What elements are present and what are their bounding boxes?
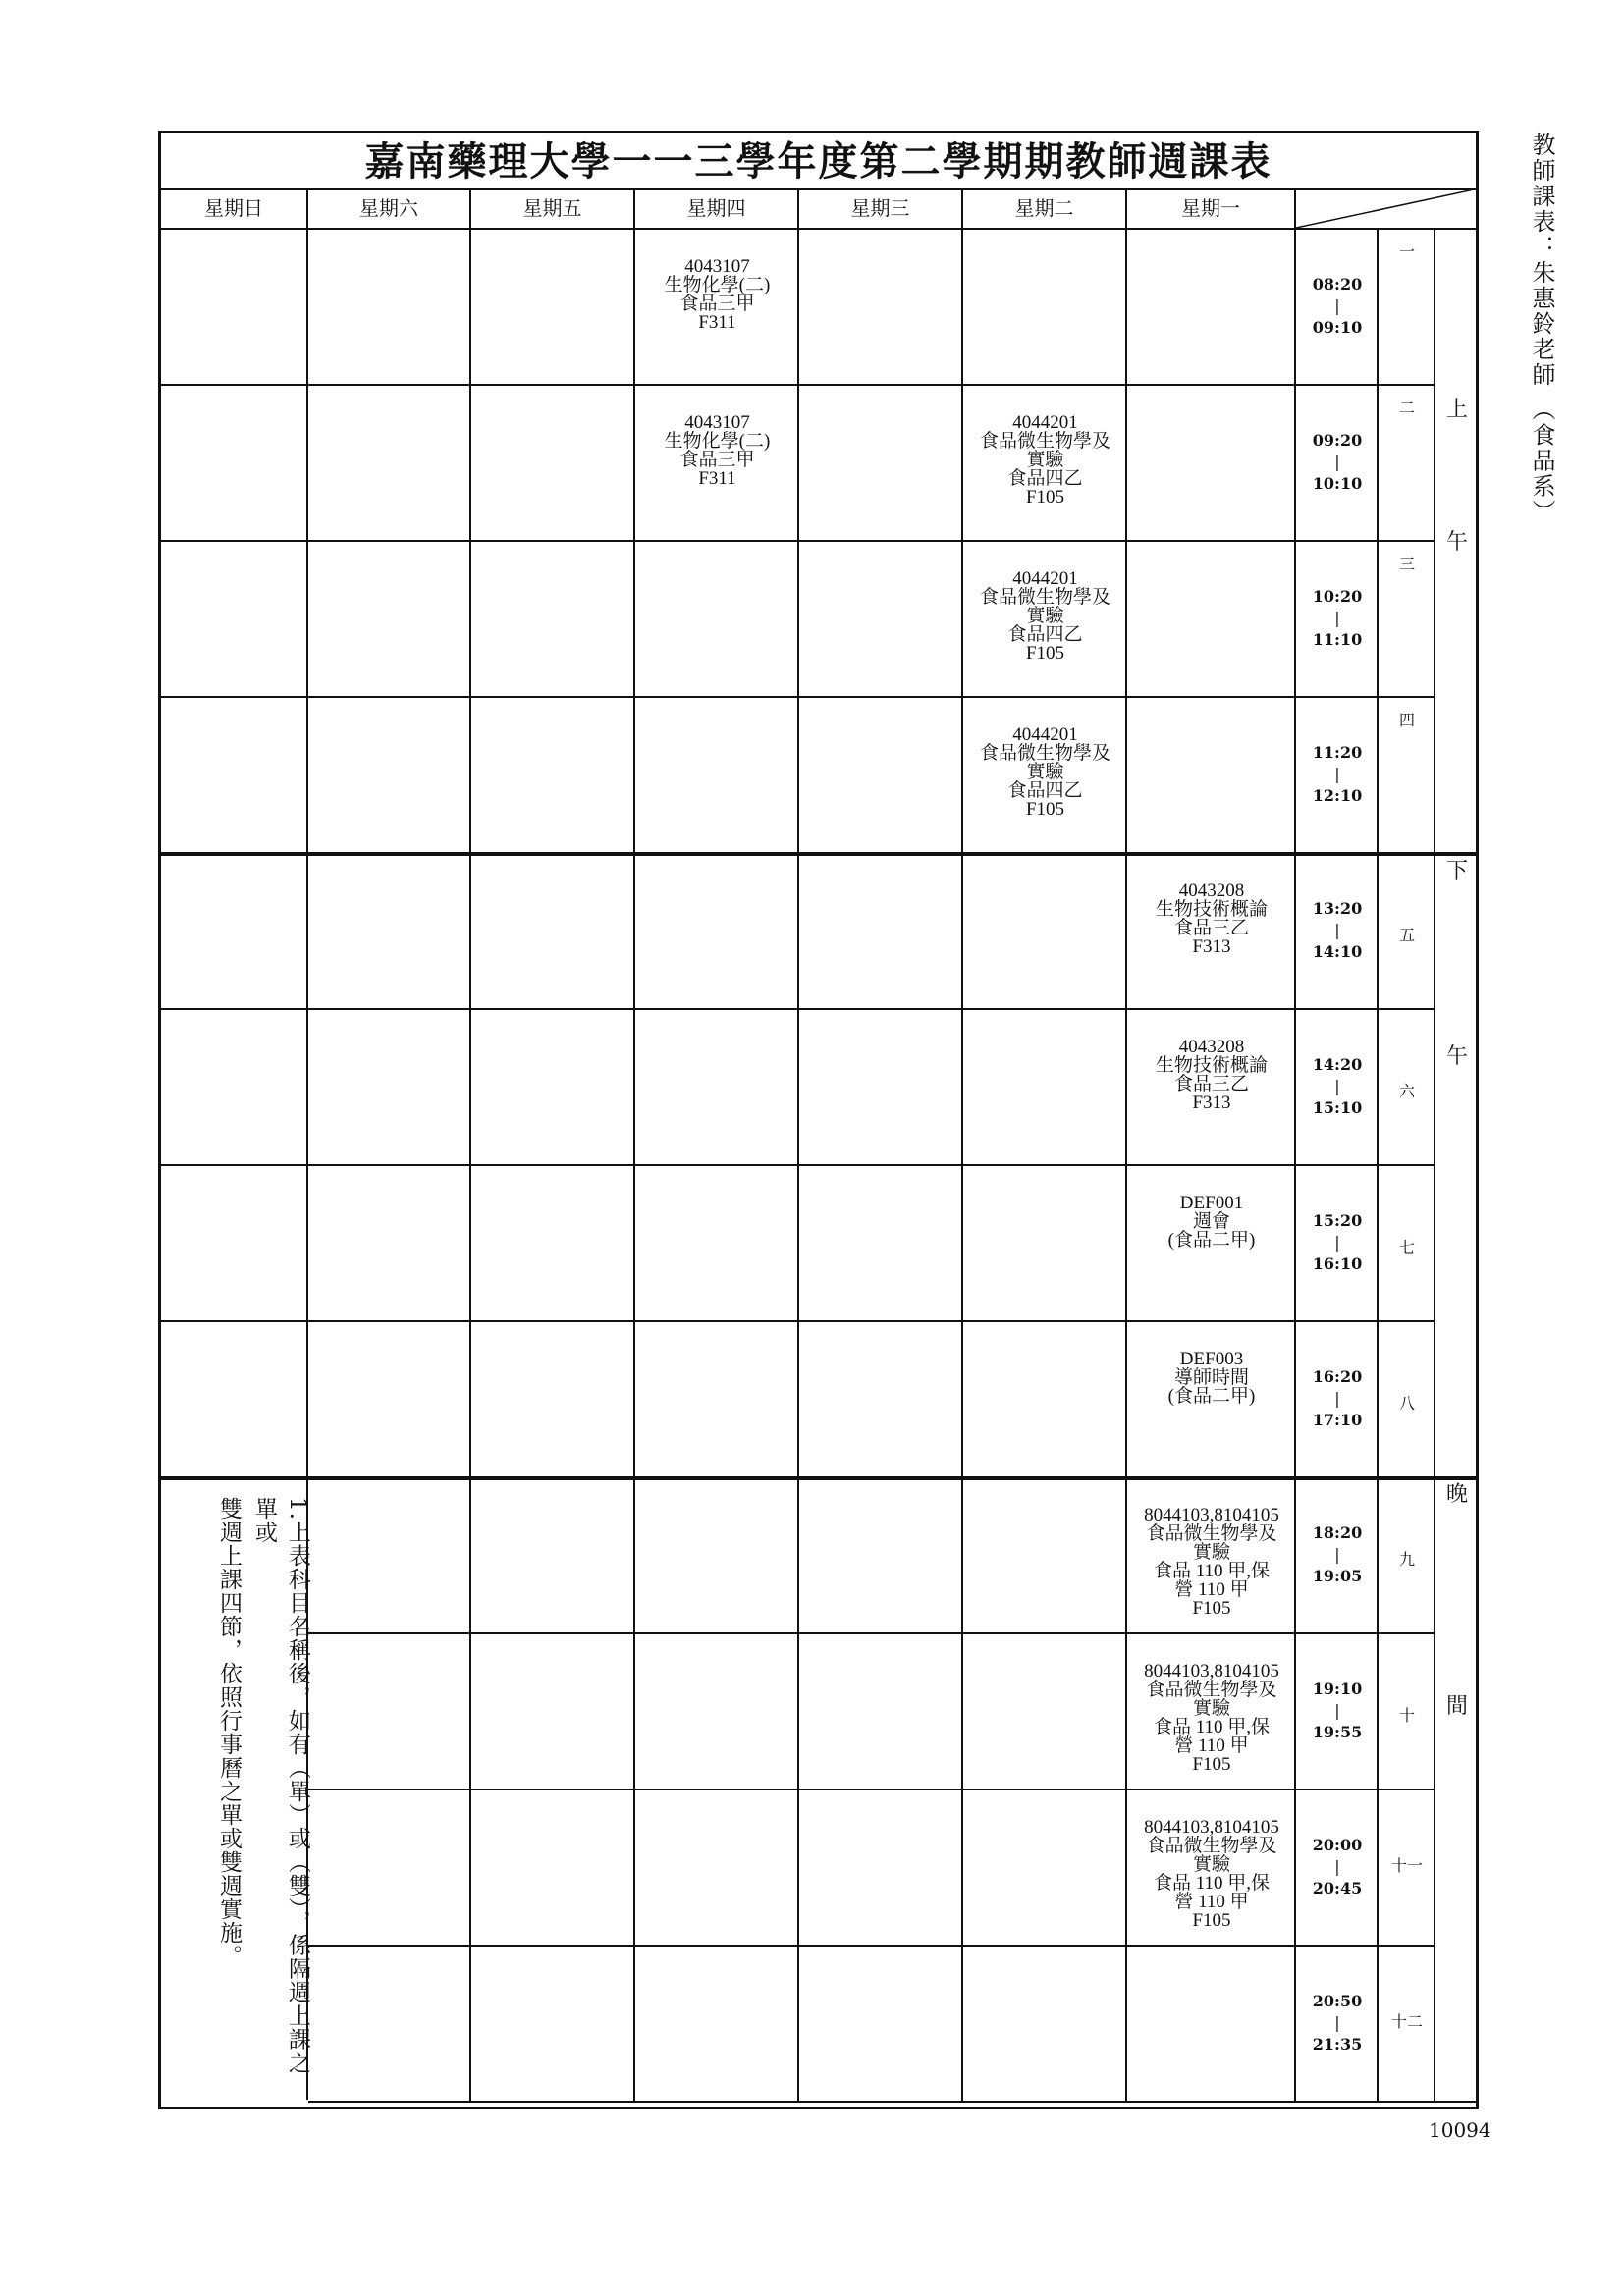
schedule-cell (799, 1790, 963, 1947)
course-line: 營 110 甲 (1174, 1579, 1249, 1600)
time-end: 11:10 (1312, 630, 1363, 649)
course-entry (635, 257, 799, 332)
time-start: 09:20 (1312, 431, 1363, 450)
course-line: 8044103,8104105 (1144, 1817, 1279, 1838)
note-block (196, 1497, 310, 2096)
course-line: DEF003 (1179, 1349, 1244, 1369)
schedule-cell (308, 1166, 471, 1322)
course-line: 實驗 (1026, 450, 1064, 470)
course-line: 4044201 (1012, 724, 1078, 745)
schedule-cell (471, 1322, 635, 1478)
course-line: 實驗 (1026, 762, 1064, 782)
schedule-cell (308, 230, 471, 386)
course-line: 食品三乙 (1173, 918, 1249, 938)
schedule-cell (963, 1166, 1127, 1322)
time-start: 18:20 (1312, 1523, 1363, 1542)
time-sep: | (1334, 453, 1340, 471)
time-end: 19:55 (1312, 1723, 1363, 1741)
schedule-cell (635, 698, 799, 854)
period-number: 十二 (1390, 2012, 1423, 2031)
course-line: DEF001 (1179, 1193, 1244, 1213)
period-time (1296, 1210, 1379, 1275)
schedule-cell (963, 1947, 1127, 2103)
schedule-cell (799, 854, 963, 1010)
schedule-cell (635, 1634, 799, 1790)
schedule-cell (308, 1634, 471, 1790)
schedule-cell (471, 1166, 635, 1322)
schedule-cell (1127, 542, 1296, 698)
course-line: 4043208 (1178, 881, 1245, 901)
schedule-cell (963, 1478, 1127, 1634)
course-line: 營 110 甲 (1174, 1735, 1249, 1756)
period-number: 八 (1398, 1394, 1415, 1413)
time-end: 15:10 (1312, 1098, 1363, 1117)
schedule-cell (635, 1166, 799, 1322)
schedule-cell (963, 1010, 1127, 1166)
schedule-cell (471, 854, 635, 1010)
course-line: F311 (698, 312, 736, 333)
course-line: 食品四乙 (1007, 624, 1083, 645)
course-line: 食品微生物學及 (979, 743, 1110, 764)
schedule-cell (799, 698, 963, 854)
course-line: 食品 110 甲,保 (1153, 1873, 1271, 1894)
day-header: 星期四 (635, 188, 799, 230)
time-start: 16:20 (1312, 1367, 1363, 1386)
time-end: 16:10 (1312, 1255, 1363, 1273)
schedule-cell (799, 1634, 963, 1790)
schedule-cell (161, 1166, 308, 1322)
time-sep: | (1334, 296, 1340, 315)
time-end: 09:10 (1312, 318, 1363, 337)
time-start: 19:10 (1312, 1680, 1363, 1698)
schedule-cell (799, 386, 963, 542)
schedule-cell (308, 1790, 471, 1947)
course-line: 實驗 (1026, 606, 1064, 626)
schedule-cell (308, 854, 471, 1010)
period-time (1296, 898, 1379, 963)
period-time (1296, 742, 1379, 807)
schedule-cell (963, 230, 1127, 386)
course-line: (食品二甲) (1167, 1386, 1256, 1407)
course-line: F313 (1192, 936, 1231, 957)
course-line: 週會 (1192, 1211, 1230, 1232)
schedule-cell (471, 1947, 635, 2103)
time-end: 17:10 (1312, 1411, 1363, 1429)
time-start: 20:50 (1312, 1992, 1363, 2010)
course-entry (1127, 1350, 1296, 1406)
schedule-cell (963, 1790, 1127, 1947)
course-entry (1127, 1038, 1296, 1112)
schedule-cell (635, 854, 799, 1010)
schedule-cell (471, 698, 635, 854)
schedule-cell (1127, 386, 1296, 542)
schedule-cell (161, 230, 308, 386)
day-header: 星期日 (161, 188, 308, 230)
schedule-cell (471, 1634, 635, 1790)
course-line: F105 (1025, 799, 1065, 820)
course-line: 食品 110 甲,保 (1153, 1561, 1271, 1581)
period-time (1296, 274, 1379, 339)
course-line: 4044201 (1012, 568, 1078, 589)
time-start: 11:20 (1312, 743, 1363, 762)
day-header: 星期一 (1127, 188, 1296, 230)
section-divider (161, 852, 1477, 856)
schedule-cell (161, 386, 308, 542)
time-sep: | (1334, 1857, 1340, 1876)
course-entry (1127, 1662, 1296, 1774)
time-end: 14:10 (1312, 942, 1363, 961)
corner-diagonal (1296, 188, 1479, 230)
schedule-cell (635, 1947, 799, 2103)
time-sep: | (1334, 609, 1340, 627)
schedule-cell (799, 230, 963, 386)
day-header: 星期五 (471, 188, 635, 230)
schedule-cell (799, 1322, 963, 1478)
course-line: 食品微生物學及 (979, 587, 1110, 608)
course-line: F105 (1025, 487, 1065, 507)
schedule-cell (471, 1790, 635, 1947)
course-line: 生物技術概論 (1155, 1055, 1268, 1076)
period-time (1296, 1835, 1379, 1899)
time-start: 13:20 (1312, 899, 1363, 918)
time-sep: | (1334, 1545, 1340, 1564)
course-line: 4043107 (684, 412, 750, 433)
day-header: 星期六 (308, 188, 471, 230)
course-line: F105 (1192, 1754, 1231, 1775)
schedule-cell (799, 1010, 963, 1166)
course-line: 4044201 (1012, 412, 1078, 433)
course-line: (食品二甲) (1167, 1230, 1256, 1251)
page-number: 10094 (1429, 2118, 1491, 2142)
schedule-cell (308, 1322, 471, 1478)
course-line: 8044103,8104105 (1144, 1505, 1279, 1525)
course-line: 4043208 (1178, 1037, 1245, 1057)
schedule-cell (471, 1478, 635, 1634)
schedule-cell (799, 1947, 963, 2103)
course-entry (635, 413, 799, 488)
period-number: 十 (1398, 1706, 1415, 1725)
course-line: 食品四乙 (1007, 780, 1083, 801)
period-number: 六 (1398, 1082, 1415, 1100)
course-line: F105 (1025, 643, 1065, 664)
schedule-cell (1127, 698, 1296, 854)
course-line: F105 (1192, 1910, 1231, 1931)
time-sep: | (1334, 2013, 1340, 2032)
schedule-cell (308, 386, 471, 542)
course-entry (1127, 1506, 1296, 1618)
schedule-cell (635, 542, 799, 698)
course-entry (963, 413, 1127, 507)
time-start: 20:00 (1312, 1836, 1363, 1854)
schedule-cell (1127, 1947, 1296, 2103)
schedule-cell (963, 854, 1127, 1010)
course-line: 食品微生物學及 (979, 431, 1110, 452)
schedule-cell (635, 1322, 799, 1478)
schedule-cell (963, 1634, 1127, 1790)
course-line: F105 (1192, 1598, 1231, 1619)
schedule-cell (635, 1010, 799, 1166)
course-line: 食品微生物學及 (1146, 1523, 1277, 1544)
schedule-cell (963, 1322, 1127, 1478)
period-number: 十一 (1390, 1856, 1423, 1875)
time-start: 14:20 (1312, 1055, 1363, 1074)
schedule-cell (799, 1478, 963, 1634)
course-line: 實驗 (1192, 1698, 1230, 1719)
course-entry (963, 569, 1127, 663)
time-start: 08:20 (1312, 275, 1363, 294)
band-label: 上 午 (1445, 398, 1468, 555)
time-sep: | (1334, 1233, 1340, 1252)
period-number: 五 (1398, 926, 1415, 944)
period-time (1296, 1679, 1379, 1743)
corner-header (1296, 188, 1479, 230)
course-line: 導師時間 (1173, 1367, 1249, 1388)
schedule-cell (471, 542, 635, 698)
time-sep: | (1334, 1077, 1340, 1095)
section-divider (161, 1476, 1477, 1480)
schedule-cell (471, 386, 635, 542)
period-number: 四 (1398, 711, 1415, 729)
teacher-caption: 教師課表：朱惠鈴老師 （食品系） (1528, 133, 1555, 525)
course-line: 生物化學(二) (664, 275, 771, 295)
schedule-cell (161, 698, 308, 854)
schedule-cell (799, 542, 963, 698)
period-time (1296, 1054, 1379, 1119)
course-line: 食品微生物學及 (1146, 1680, 1277, 1700)
course-entry (1127, 881, 1296, 956)
course-line: F313 (1192, 1093, 1231, 1113)
time-sep: | (1334, 921, 1340, 939)
course-line: F311 (698, 468, 736, 489)
schedule-cell (161, 1322, 308, 1478)
period-number: 一 (1398, 242, 1415, 261)
time-end: 10:10 (1312, 474, 1363, 493)
course-entry (1127, 1818, 1296, 1930)
time-end: 19:05 (1312, 1567, 1363, 1585)
course-line: 實驗 (1192, 1854, 1230, 1875)
period-time (1296, 1366, 1379, 1431)
band-label: 晚 間 (1445, 1482, 1468, 1719)
schedule-cell (308, 542, 471, 698)
course-line: 食品 110 甲,保 (1153, 1717, 1271, 1737)
time-end: 20:45 (1312, 1879, 1363, 1897)
schedule-cell (635, 1478, 799, 1634)
note-text-col1: 1.上表科目名稱後，如有（單）或（雙），係隔週上課之單或 (251, 1497, 310, 2075)
time-start: 15:20 (1312, 1211, 1363, 1230)
course-line: 食品三甲 (679, 294, 755, 314)
schedule-cell (161, 1010, 308, 1166)
period-number: 七 (1398, 1238, 1415, 1256)
course-entry (963, 725, 1127, 819)
schedule-cell (1127, 230, 1296, 386)
course-line: 食品三乙 (1173, 1074, 1249, 1095)
course-line: 食品四乙 (1007, 468, 1083, 489)
schedule-cell (308, 1478, 471, 1634)
time-start: 10:20 (1312, 587, 1363, 606)
time-sep: | (1334, 1389, 1340, 1408)
course-line: 食品三甲 (679, 450, 755, 470)
period-number: 二 (1398, 399, 1415, 417)
period-time (1296, 586, 1379, 651)
course-entry (1127, 1194, 1296, 1250)
schedule-cell (308, 1010, 471, 1166)
schedule-cell (799, 1166, 963, 1322)
course-line: 8044103,8104105 (1144, 1661, 1279, 1682)
band-label: 下 午 (1445, 859, 1468, 1069)
schedule-cell (308, 1947, 471, 2103)
period-number: 三 (1398, 555, 1415, 573)
schedule-cell (308, 698, 471, 854)
course-line: 4043107 (684, 256, 750, 277)
period-time (1296, 430, 1379, 495)
period-number: 九 (1398, 1550, 1415, 1569)
day-header: 星期三 (799, 188, 963, 230)
note-text-col2: 雙週上課四節，依照行事曆之單或雙週實施。 (216, 1497, 242, 1968)
page-title: 嘉南藥理大學一一三學年度第二學期期教師週課表 (161, 133, 1476, 190)
period-time (1296, 1522, 1379, 1587)
time-end: 21:35 (1312, 2035, 1363, 2054)
day-header: 星期二 (963, 188, 1127, 230)
period-time (1296, 1991, 1379, 2056)
time-end: 12:10 (1312, 786, 1363, 805)
schedule-cell (161, 854, 308, 1010)
time-sep: | (1334, 1701, 1340, 1720)
course-line: 生物技術概論 (1155, 899, 1268, 920)
course-line: 實驗 (1192, 1542, 1230, 1563)
schedule-cell (471, 230, 635, 386)
schedule-cell (635, 1790, 799, 1947)
course-line: 生物化學(二) (664, 431, 771, 452)
course-line: 食品微生物學及 (1146, 1836, 1277, 1856)
course-line: 營 110 甲 (1174, 1892, 1249, 1912)
schedule-cell (471, 1010, 635, 1166)
schedule-cell (161, 542, 308, 698)
time-sep: | (1334, 765, 1340, 783)
